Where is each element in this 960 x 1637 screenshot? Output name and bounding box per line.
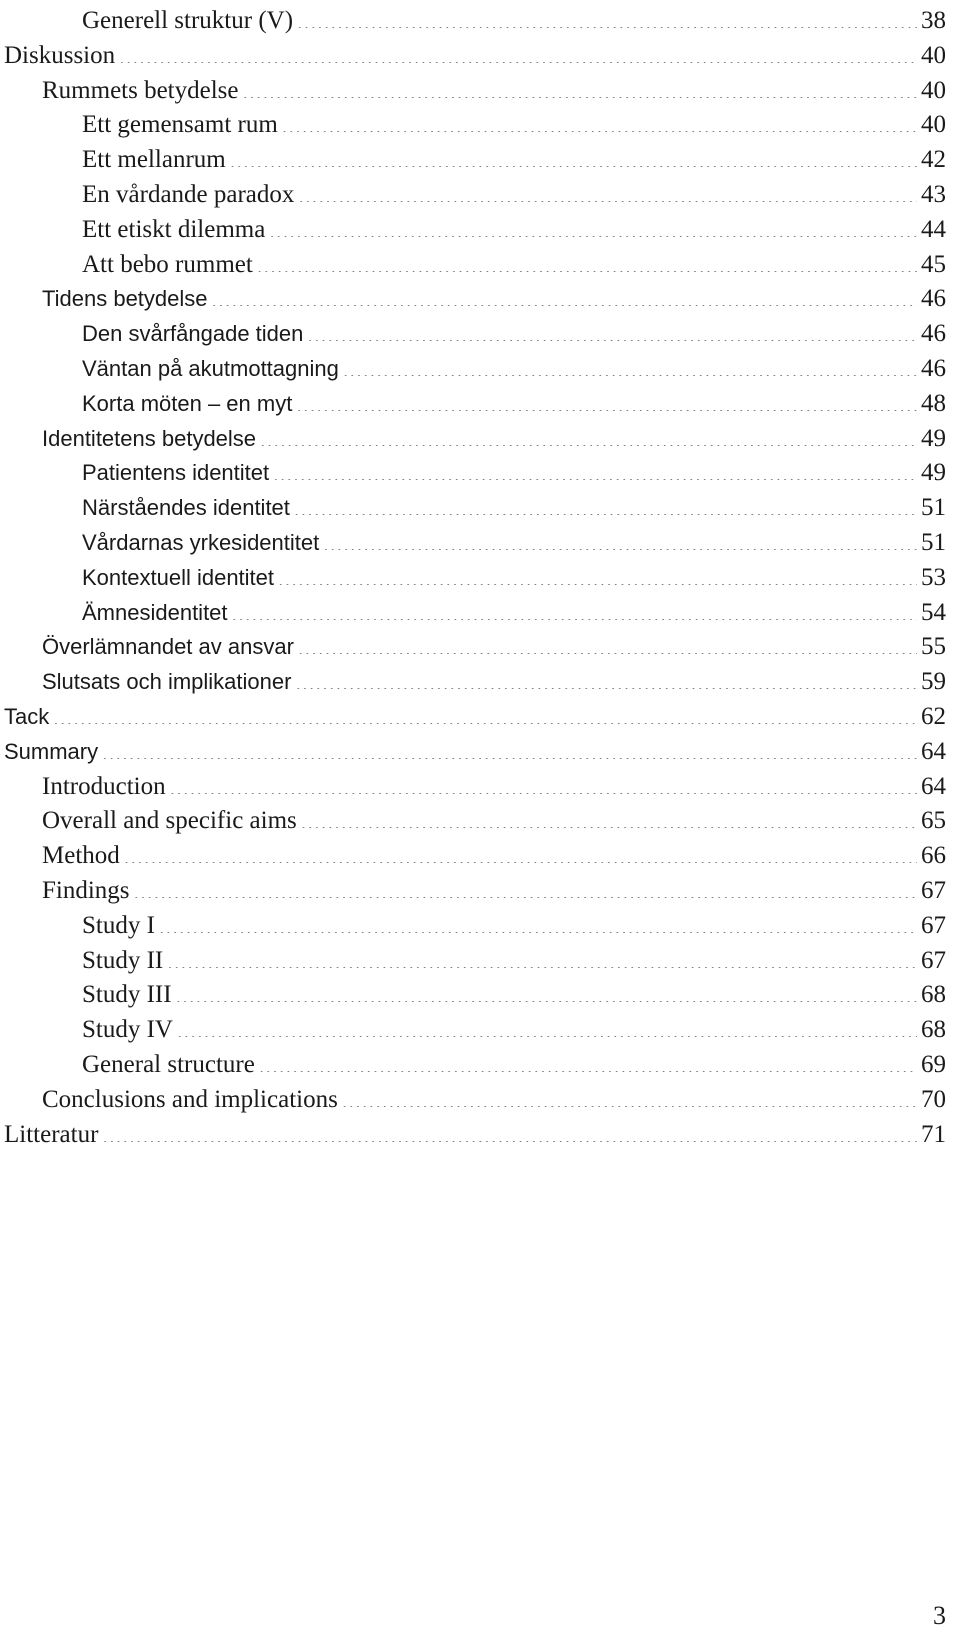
toc-entry-label: Vårdarnas yrkesidentitet <box>82 529 320 555</box>
toc-entry-label: Ämnesidentitet <box>82 599 228 625</box>
toc-entry-page: 48 <box>921 389 946 417</box>
toc-dot-leader <box>119 62 917 63</box>
toc-entry-page: 46 <box>921 285 946 313</box>
toc-entry-label: Method <box>42 842 120 870</box>
toc-dot-leader <box>301 827 917 828</box>
toc-entry[interactable] <box>0 178 946 213</box>
toc-dot-leader <box>124 862 917 863</box>
toc-entry-label: Overall and specific aims <box>42 807 297 835</box>
toc-entry[interactable] <box>0 39 946 74</box>
toc-entry[interactable] <box>0 909 946 944</box>
toc-entry[interactable] <box>0 561 946 596</box>
toc-entry[interactable] <box>0 596 946 631</box>
toc-entry-page: 45 <box>921 250 946 278</box>
toc-entry-page: 46 <box>921 354 946 382</box>
toc-entry[interactable] <box>0 422 946 457</box>
toc-dot-leader <box>273 479 917 480</box>
toc-entry-page: 66 <box>921 842 946 870</box>
toc-dot-leader <box>134 897 917 898</box>
toc-dot-leader <box>294 514 917 515</box>
toc-entry[interactable] <box>0 213 946 248</box>
toc-dot-leader <box>343 375 917 376</box>
toc-entry-label: Study III <box>82 981 172 1009</box>
toc-dot-leader <box>259 1071 917 1072</box>
toc-dot-leader <box>269 236 917 237</box>
toc-dot-leader <box>307 340 917 341</box>
toc-entry-page: 44 <box>921 215 946 243</box>
toc-dot-leader <box>260 445 917 446</box>
toc-entry[interactable] <box>0 1118 946 1153</box>
toc-entry[interactable] <box>0 352 946 387</box>
toc-entry-label: Att bebo rummet <box>82 250 253 278</box>
toc-entry[interactable] <box>0 944 946 979</box>
toc-entry[interactable] <box>0 665 946 700</box>
toc-entry-page: 40 <box>921 76 946 104</box>
toc-entry-page: 51 <box>921 494 946 522</box>
toc-entry-page: 69 <box>921 1050 946 1078</box>
toc-entry[interactable] <box>0 387 946 422</box>
toc-dot-leader <box>53 723 917 724</box>
toc-dot-leader <box>102 758 917 759</box>
toc-entry[interactable] <box>0 74 946 109</box>
toc-entry-label: General structure <box>82 1050 255 1078</box>
toc-dot-leader <box>170 793 917 794</box>
toc-entry-page: 42 <box>921 146 946 174</box>
toc-entry-label: Närståendes identitet <box>82 495 290 521</box>
toc-entry-label: Diskussion <box>4 41 116 69</box>
toc-entry-label: Study IV <box>82 1016 173 1044</box>
toc-entry[interactable] <box>0 700 946 735</box>
toc-entry-page: 40 <box>921 41 946 69</box>
toc-entry[interactable] <box>0 735 946 770</box>
toc-entry-label: Introduction <box>42 772 166 800</box>
toc-entry-page: 54 <box>921 598 946 626</box>
toc-entry-label: Korta möten – en myt <box>82 390 293 416</box>
toc-entry-page: 65 <box>921 807 946 835</box>
toc-entry-label: Väntan på akutmottagning <box>82 355 339 381</box>
toc-entry-label: Conclusions and implications <box>42 1085 338 1113</box>
toc-entry-page: 38 <box>921 7 946 34</box>
toc-entry[interactable] <box>0 456 946 491</box>
page-number: 3 <box>933 1601 946 1630</box>
toc-dot-leader <box>282 131 917 132</box>
toc-entry-label: Slutsats och implikationer <box>42 669 292 695</box>
toc-dot-leader <box>297 27 917 28</box>
toc-entry[interactable] <box>0 1013 946 1048</box>
toc-entry[interactable] <box>0 4 946 39</box>
toc-dot-leader <box>296 410 917 411</box>
toc-entry[interactable] <box>0 770 946 805</box>
toc-entry-label: Study I <box>82 911 155 939</box>
toc-entry-page: 64 <box>921 772 946 800</box>
toc-entry-label: Ett mellanrum <box>82 146 226 174</box>
toc-entry-page: 59 <box>921 668 946 696</box>
toc-entry-page: 62 <box>921 702 946 730</box>
toc-dot-leader <box>176 1001 917 1002</box>
toc-entry-page: 67 <box>921 946 946 974</box>
toc-entry-page: 64 <box>921 737 946 765</box>
toc-dot-leader <box>243 97 918 98</box>
toc-entry-label: Summary <box>4 738 99 764</box>
toc-entry-label: Kontextuell identitet <box>82 564 275 590</box>
toc-entry-label: Ett etiskt dilemma <box>82 215 266 243</box>
toc-entry-label: Patientens identitet <box>82 460 270 486</box>
toc-entry-label: Identitetens betydelse <box>42 425 257 451</box>
toc-entry[interactable] <box>0 143 946 178</box>
toc-entry-page: 68 <box>921 1016 946 1044</box>
toc-dot-leader <box>177 1036 917 1037</box>
toc-entry-page: 55 <box>921 633 946 661</box>
toc-dot-leader <box>159 932 917 933</box>
toc-entry-label: Tack <box>4 703 50 729</box>
toc-entry-label: Rummets betydelse <box>42 76 239 104</box>
toc-entry-page: 67 <box>921 911 946 939</box>
toc-entry[interactable] <box>0 874 946 909</box>
toc-entry-page: 51 <box>921 528 946 556</box>
toc-entry[interactable] <box>0 1048 946 1083</box>
toc-entry-label: Findings <box>42 876 130 904</box>
toc-entry[interactable] <box>0 282 946 317</box>
toc-dot-leader <box>342 1106 917 1107</box>
toc-entry[interactable] <box>0 108 946 143</box>
toc-entry-page: 53 <box>921 563 946 591</box>
toc-dot-leader <box>167 967 917 968</box>
toc-entry-page: 71 <box>921 1120 946 1148</box>
toc-entry[interactable] <box>0 630 946 665</box>
toc-dot-leader <box>257 271 917 272</box>
toc-entry[interactable] <box>0 317 946 352</box>
toc-entry-label: En vårdande paradox <box>82 180 295 208</box>
toc-dot-leader <box>212 305 917 306</box>
toc-entry-page: 43 <box>921 180 946 208</box>
toc-entry-page: 49 <box>921 424 946 452</box>
toc-entry-label: Den svårfångade tiden <box>82 321 304 347</box>
toc-entry-page: 70 <box>921 1085 946 1113</box>
toc-entry-page: 46 <box>921 320 946 348</box>
toc-dot-leader <box>102 1141 917 1142</box>
toc-entry-page: 67 <box>921 876 946 904</box>
toc-entry[interactable] <box>0 1083 946 1118</box>
toc-dot-leader <box>230 166 917 167</box>
toc-entry[interactable] <box>0 978 946 1013</box>
toc-dot-leader <box>278 584 917 585</box>
toc-entry-label: Överlämnandet av ansvar <box>42 634 294 660</box>
toc-entry-label: Generell struktur (V) <box>82 7 294 34</box>
toc-entry-page: 40 <box>921 111 946 139</box>
toc-entry[interactable] <box>0 491 946 526</box>
toc-entry[interactable] <box>0 804 946 839</box>
toc-entry[interactable] <box>0 248 946 283</box>
toc-dot-leader <box>298 653 917 654</box>
toc-entry-page: 49 <box>921 459 946 487</box>
toc-dot-leader <box>232 619 917 620</box>
toc-entry[interactable] <box>0 839 946 874</box>
toc-dot-leader <box>295 688 917 689</box>
toc-entry-label: Study II <box>82 946 164 974</box>
toc-entry-label: Ett gemensamt rum <box>82 111 278 139</box>
toc-entry[interactable] <box>0 526 946 561</box>
toc-dot-leader <box>323 549 917 550</box>
toc-entry-page: 68 <box>921 981 946 1009</box>
toc-entry-label: Tidens betydelse <box>42 286 208 312</box>
toc-dot-leader <box>298 201 917 202</box>
toc-entry-label: Litteratur <box>4 1120 99 1148</box>
